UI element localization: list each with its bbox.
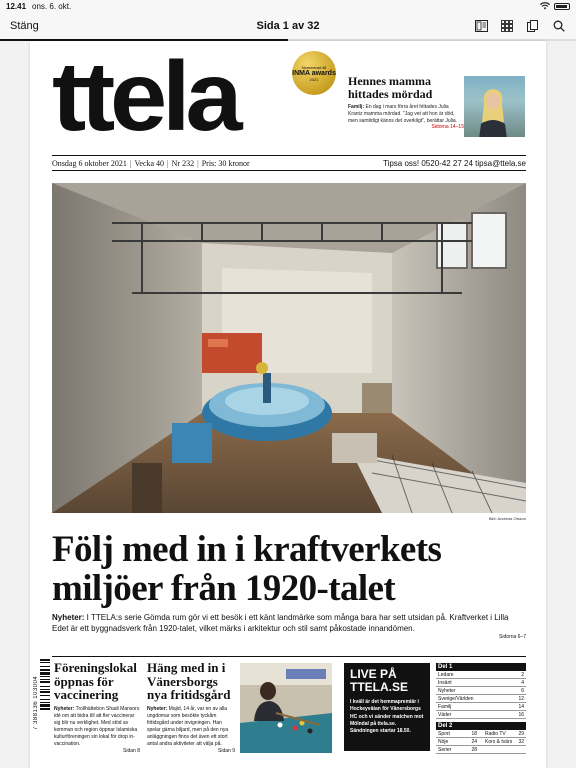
youth-center-photo [240, 663, 332, 753]
page-indicator: Sida 1 av 32 [256, 20, 320, 32]
toc-row-page: 2 [521, 671, 524, 678]
main-page-ref: Sidorna 6–7 [499, 634, 526, 640]
issue-date: Onsdag 6 oktober 2021 [52, 158, 127, 168]
story-youth-center-text: Nyheter: Majid, 14 år, var en av alla ungdomar som besökte tyckåm fritidsgård under invigningen. Han spelar gärna biljard, men på den nya anläggningen finns det även ett stort antal andra aktiviteter att välja på. [147, 705, 229, 747]
teaser-text: Familj: En dag i mars förra året hittades Julia Krantz mamma mördad. "Jag vet att hon är död, men samtidigt känns det overkligt", berättar Julia. [348, 104, 458, 124]
toc-row-name: Ledare [438, 671, 454, 678]
toc-row-page: 14 [518, 703, 524, 710]
toc-row-page: 18 [471, 730, 477, 737]
status-bar [0, 0, 576, 13]
battery-icon [554, 3, 570, 10]
badge-line1: Nominerad till [301, 64, 327, 70]
tips-contact: Tipsa oss! 0520-42 27 24 tipsa@ttela.se [382, 158, 526, 168]
toc-row-page: 12 [518, 695, 524, 702]
toc-row-name: Nöje [438, 738, 449, 745]
teaser-photo [464, 76, 525, 137]
teaser-story[interactable] [348, 75, 464, 130]
newspaper-page[interactable] [30, 41, 546, 768]
toc-row-name: Kors & tvärs [485, 738, 513, 745]
toc-row[interactable] [436, 695, 526, 703]
toc-row-page: 29 [518, 730, 524, 737]
barcode-number: 7 388136 103004 [33, 675, 39, 731]
story-youth-center-ref: Sidan 9 [218, 747, 235, 754]
toc-row[interactable] [436, 730, 526, 738]
teaser-page-ref: Sidorna 14–15 [431, 124, 464, 131]
story-vaccination[interactable] [54, 661, 140, 754]
single-page-view-icon[interactable] [474, 19, 488, 33]
toc-row-name: Radio TV [485, 730, 506, 737]
live-broadcast-box[interactable] [344, 663, 430, 751]
status-time: 12.41 [6, 2, 27, 11]
search-icon[interactable] [552, 19, 566, 33]
toc-row[interactable] [436, 738, 526, 746]
toc-row[interactable] [436, 679, 526, 687]
wifi-icon [540, 2, 550, 12]
main-headline[interactable]: Följ med in i kraftverkets miljöer från 1920-talet [52, 529, 442, 609]
teaser-headline: Hennes mamma hittades mördad [348, 74, 433, 101]
pages-icon[interactable] [526, 19, 540, 33]
masthead-logo: ttela [52, 41, 238, 151]
grid-view-icon[interactable] [500, 19, 514, 33]
toc-row-name: Sverige/Världen [438, 695, 474, 702]
status-date: ons. 6. okt. [32, 2, 72, 11]
live-headline: LIVE PÅ TTELA.SE [350, 667, 409, 694]
toc-row-page: 24 [471, 738, 477, 745]
close-button[interactable]: Stäng [10, 20, 39, 32]
toc-row-page: 32 [518, 738, 524, 745]
toc-row[interactable] [436, 687, 526, 695]
story-vaccination-headline: Föreningslokal öppnas för vaccinering [54, 660, 137, 703]
toc-row[interactable] [436, 711, 526, 719]
toc-section-1: Del 1 [436, 663, 526, 671]
toc-section-2: Del 2 [436, 722, 526, 730]
section-divider [52, 656, 526, 657]
photo-credit: Bild: Andreas Olsson [488, 516, 526, 521]
toc-row-name: Insänt [438, 679, 452, 686]
inma-award-badge [292, 51, 336, 95]
toc-row-page: 4 [521, 679, 524, 686]
live-text: I kväll är det hemmapremiär i Hockeyvätan för Vänersborgs HC och vi sänder matchen mot Mölndal på ttela.se. Sändningen startar 18.50. [350, 699, 424, 735]
toc-row-name: Familj [438, 703, 452, 710]
badge-line2: INMA awards [292, 69, 336, 77]
toc-row-page: 28 [471, 746, 477, 753]
toc-row-name: Serier [438, 746, 452, 753]
main-photo-power-station[interactable] [52, 183, 526, 513]
toc-row[interactable] [436, 746, 526, 754]
toc-row-name: Sport [438, 730, 450, 737]
badge-line3: 2021 [309, 76, 319, 82]
issue-price: Pris: 30 kronor [201, 158, 250, 168]
toc-row[interactable] [436, 703, 526, 711]
story-youth-center-headline: Häng med in i Vänersborgs nya fritidsgård [147, 660, 231, 703]
toc-row-page: 6 [521, 687, 524, 694]
toc-row-page: 16 [518, 711, 524, 718]
story-vaccination-ref: Sidan 8 [123, 747, 140, 754]
toc-row[interactable] [436, 671, 526, 679]
issue-week: Vecka 40 [134, 158, 165, 168]
issue-number: Nr 232 [171, 158, 195, 168]
story-youth-center[interactable] [147, 661, 235, 754]
main-lede: Nyheter: I TTELA:s serie Gömda rum gör vi ett besök i ett känt landmärke som många bara har sett utsidan på. Kraftverket i Lilla Edet är ett byggnadsverk från 1920-talet, vilket märks i arkitektur och stil samt påkostade innandömen. [52, 613, 509, 633]
dateline-bar: Onsdag 6 oktober 2021 | Vecka 40 | Nr 232 | Pris: 30 kronor Tipsa oss! 0520-42 27 24 tipsa@ttela.se [52, 155, 526, 171]
story-vaccination-text: Nyheter: Trollhättebon Shadi Mansors idé om att bidra till att fler vaccinerar sig blir nu verklighet. Med stöd av kommun och region öppnar Islamiska kulturföreningen sin lokal för drop in-vaccination. [54, 705, 140, 747]
table-of-contents [436, 663, 526, 754]
toc-row-name: Väder [438, 711, 452, 718]
reader-toolbar [0, 13, 576, 39]
toc-row-name: Nyheter [438, 687, 456, 694]
